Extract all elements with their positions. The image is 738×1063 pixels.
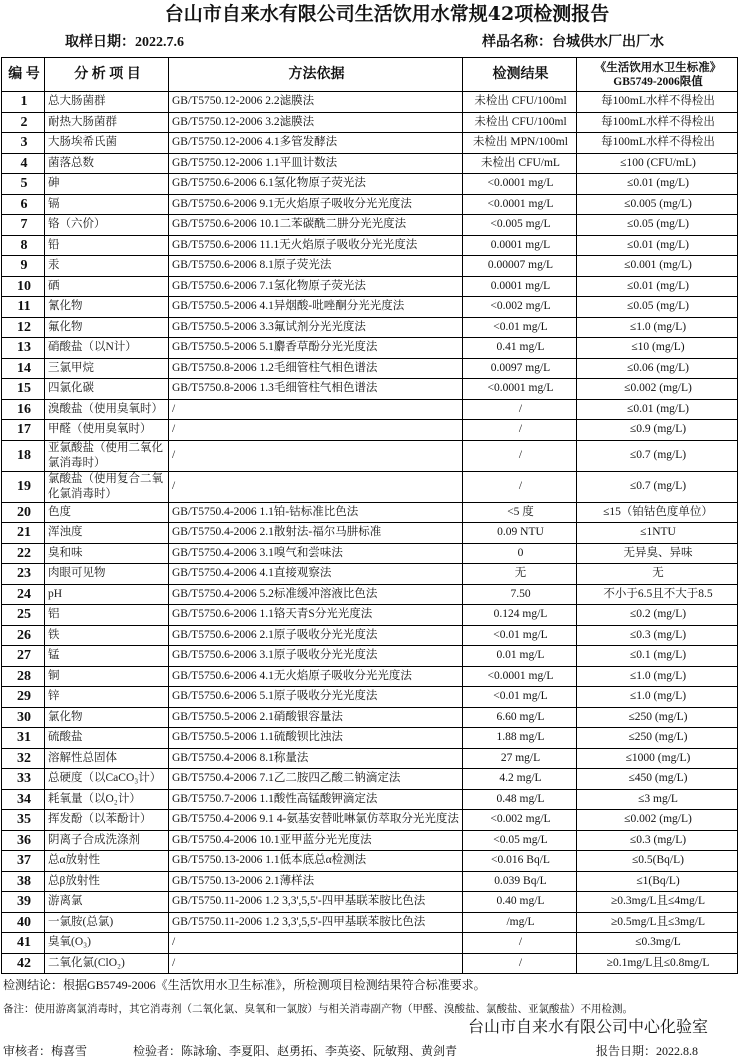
method-basis: /: [169, 399, 463, 420]
standard-limit: 无: [577, 564, 738, 585]
method-basis: GB/T5750.4-2006 4.1直接观察法: [169, 564, 463, 585]
method-basis: GB/T5750.8-2006 1.3毛细管柱气相色谱法: [169, 379, 463, 400]
method-basis: GB/T5750.6-2006 10.1二苯碳酰二肼分光光度法: [169, 215, 463, 236]
analysis-item: 锰: [45, 646, 169, 667]
analysis-item: 砷: [45, 174, 169, 195]
method-basis: GB/T5750.6-2006 3.1原子吸收分光光度法: [169, 646, 463, 667]
method-basis: GB/T5750.7-2006 1.1酸性高锰酸钾滴定法: [169, 789, 463, 810]
table-row: [2, 153, 738, 174]
row-number: 23: [2, 564, 45, 585]
row-number: 17: [2, 420, 45, 441]
method-basis: GB/T5750.5-2006 2.1硝酸银容量法: [169, 707, 463, 728]
analysis-item: 硒: [45, 276, 169, 297]
table-row: [2, 953, 738, 974]
standard-limit: ≤1NTU: [577, 523, 738, 544]
method-basis: /: [169, 420, 463, 441]
analysis-item: 臭和味: [45, 543, 169, 564]
sample-name: 样品名称：台城供水厂出厂水: [482, 35, 664, 50]
test-result: 27 mg/L: [463, 748, 577, 769]
analysis-item: 阴离子合成洗涤剂: [45, 830, 169, 851]
row-number: 42: [2, 953, 45, 974]
test-result: <5 度: [463, 502, 577, 523]
header-number: 编 号: [2, 58, 45, 92]
test-conclusion: 检测结论：根据GB5749-2006《生活饮用水卫生标准》，所检测项目检测结果符合标准要求。: [3, 978, 486, 992]
test-result: 0.0001 mg/L: [463, 235, 577, 256]
row-number: 39: [2, 892, 45, 913]
test-result: <0.0001 mg/L: [463, 174, 577, 195]
test-result: 0.124 mg/L: [463, 605, 577, 626]
table-row: [2, 851, 738, 872]
row-number: 20: [2, 502, 45, 523]
standard-limit: ≤1.0 (mg/L): [577, 687, 738, 708]
table-row: [2, 317, 738, 338]
standard-limit: ≥0.1mg/L且≤0.8mg/L: [577, 953, 738, 974]
table-row: [2, 399, 738, 420]
remark-note: 备注：使用游离氯消毒时，其它消毒剂（二氧化氯、臭氧和一氯胺）与相关消毒副产物（甲醛、溴酸盐、氯酸盐、亚氯酸盐）不用检测。: [3, 1004, 633, 1015]
method-basis: GB/T5750.4-2006 3.1嗅气和尝味法: [169, 543, 463, 564]
standard-limit: ≤100 (CFU/mL): [577, 153, 738, 174]
table-row: [2, 235, 738, 256]
table-row: [2, 707, 738, 728]
test-result: <0.0001 mg/L: [463, 666, 577, 687]
standard-limit: ≤0.2 (mg/L): [577, 605, 738, 626]
method-basis: GB/T5750.4-2006 10.1亚甲蓝分光光度法: [169, 830, 463, 851]
method-basis: GB/T5750.6-2006 1.1铬天青S分光光度法: [169, 605, 463, 626]
table-row: [2, 830, 738, 851]
method-basis: GB/T5750.5-2006 5.1麝香草酚分光光度法: [169, 338, 463, 359]
analysis-item: 肉眼可见物: [45, 564, 169, 585]
row-number: 32: [2, 748, 45, 769]
standard-limit: ≤15（铂钴色度单位）: [577, 502, 738, 523]
row-number: 25: [2, 605, 45, 626]
analysis-item: 硫酸盐: [45, 728, 169, 749]
method-basis: GB/T5750.6-2006 11.1无火焰原子吸收分光光度法: [169, 235, 463, 256]
header-standard-name: 《生活饮用水卫生标准》: [594, 61, 722, 74]
analysis-item: 氯酸盐（使用复合二氧化氯消毒时）: [45, 471, 169, 502]
analysis-item: 三氯甲烷: [45, 358, 169, 379]
row-number: 33: [2, 769, 45, 790]
row-number: 41: [2, 933, 45, 954]
table-row: [2, 471, 738, 502]
row-number: 10: [2, 276, 45, 297]
method-basis: GB/T5750.4-2006 8.1称量法: [169, 748, 463, 769]
standard-limit: ≤450 (mg/L): [577, 769, 738, 790]
table-header-row: [2, 58, 738, 92]
standard-limit: ≤0.06 (mg/L): [577, 358, 738, 379]
analysis-item: 二氧化氯(ClO₂): [45, 953, 169, 974]
analysis-item: 汞: [45, 256, 169, 277]
table-row: [2, 92, 738, 113]
table-row: [2, 584, 738, 605]
row-number: 22: [2, 543, 45, 564]
standard-limit: ≤0.7 (mg/L): [577, 440, 738, 471]
row-number: 3: [2, 133, 45, 154]
method-basis: GB/T5750.5-2006 4.1异烟酸-吡唑酮分光光度法: [169, 297, 463, 318]
method-basis: /: [169, 440, 463, 471]
test-result: /: [463, 953, 577, 974]
analysis-item: 铝: [45, 605, 169, 626]
table-row: [2, 543, 738, 564]
table-row: [2, 666, 738, 687]
header-analysis-item: 分 析 项 目: [45, 58, 169, 92]
standard-limit: ≤0.01 (mg/L): [577, 399, 738, 420]
row-number: 1: [2, 92, 45, 113]
method-basis: GB/T5750.13-2006 2.1薄样法: [169, 871, 463, 892]
table-row: [2, 871, 738, 892]
standard-limit: ≤0.01 (mg/L): [577, 174, 738, 195]
table-row: [2, 687, 738, 708]
test-result: /: [463, 471, 577, 502]
analysis-item: 总硬度（以CaCO₃计）: [45, 769, 169, 790]
test-result: /mg/L: [463, 912, 577, 933]
header-method: 方法依据: [169, 58, 463, 92]
table-row: [2, 625, 738, 646]
analysis-item: 氟化物: [45, 317, 169, 338]
analysis-item: 菌落总数: [45, 153, 169, 174]
table-row: [2, 174, 738, 195]
method-basis: GB/T5750.6-2006 2.1原子吸收分光光度法: [169, 625, 463, 646]
standard-limit: ≤3 mg/L: [577, 789, 738, 810]
analysis-item: 铬（六价）: [45, 215, 169, 236]
header-standard-code: GB5749-2006限值: [613, 75, 703, 88]
analysis-item: 锌: [45, 687, 169, 708]
standard-limit: ≥0.5mg/L且≤3mg/L: [577, 912, 738, 933]
reviewer: 审核者：梅喜雪: [3, 1044, 88, 1058]
row-number: 13: [2, 338, 45, 359]
method-basis: /: [169, 953, 463, 974]
analysis-item: 耐热大肠菌群: [45, 112, 169, 133]
test-result: /: [463, 399, 577, 420]
analysis-item: 氰化物: [45, 297, 169, 318]
method-basis: GB/T5750.12-2006 1.1平皿计数法: [169, 153, 463, 174]
method-basis: GB/T5750.4-2006 7.1乙二胺四乙酸二钠滴定法: [169, 769, 463, 790]
lab-name: 台山市自来水有限公司中心化验室: [468, 1019, 709, 1036]
analysis-item: 铜: [45, 666, 169, 687]
analysis-item: 甲醛（使用臭氧时）: [45, 420, 169, 441]
standard-limit: ≤0.3 (mg/L): [577, 625, 738, 646]
test-result: /: [463, 933, 577, 954]
table-row: [2, 420, 738, 441]
table-row: [2, 564, 738, 585]
row-number: 15: [2, 379, 45, 400]
method-basis: GB/T5750.12-2006 3.2滤膜法: [169, 112, 463, 133]
table-row: [2, 789, 738, 810]
test-result: /: [463, 440, 577, 471]
table-row: [2, 933, 738, 954]
report-date: 报告日期：2022.8.8: [596, 1044, 699, 1058]
standard-limit: ≥0.3mg/L且≤4mg/L: [577, 892, 738, 913]
standard-limit: ≤0.05 (mg/L): [577, 297, 738, 318]
row-number: 38: [2, 871, 45, 892]
method-basis: GB/T5750.11-2006 1.2 3,3',5,5'-四甲基联苯胺比色法: [169, 892, 463, 913]
row-number: 26: [2, 625, 45, 646]
standard-limit: ≤1000 (mg/L): [577, 748, 738, 769]
method-basis: GB/T5750.6-2006 7.1氢化物原子荧光法: [169, 276, 463, 297]
row-number: 29: [2, 687, 45, 708]
test-result: <0.05 mg/L: [463, 830, 577, 851]
method-basis: /: [169, 471, 463, 502]
standard-limit: ≤0.5(Bq/L): [577, 851, 738, 872]
test-result: 0.00007 mg/L: [463, 256, 577, 277]
row-number: 19: [2, 471, 45, 502]
analysis-item: 亚氯酸盐（使用二氧化氯消毒时）: [45, 440, 169, 471]
method-basis: /: [169, 933, 463, 954]
test-result: 0.0097 mg/L: [463, 358, 577, 379]
analysis-item: 四氯化碳: [45, 379, 169, 400]
test-result: 未检出 MPN/100ml: [463, 133, 577, 154]
analysis-item: 铁: [45, 625, 169, 646]
table-row: [2, 523, 738, 544]
table-row: [2, 338, 738, 359]
test-result: <0.01 mg/L: [463, 687, 577, 708]
test-result: 0.01 mg/L: [463, 646, 577, 667]
standard-limit: 每100mL水样不得检出: [577, 92, 738, 113]
standard-limit: ≤0.005 (mg/L): [577, 194, 738, 215]
method-basis: GB/T5750.6-2006 4.1无火焰原子吸收分光光度法: [169, 666, 463, 687]
test-result: <0.005 mg/L: [463, 215, 577, 236]
report-title: 台山市自来水有限公司生活饮用水常规42项检测报告: [164, 3, 610, 25]
analysis-item: 总α放射性: [45, 851, 169, 872]
method-basis: GB/T5750.6-2006 5.1原子吸收分光光度法: [169, 687, 463, 708]
table-row: [2, 646, 738, 667]
analysis-item: 溴酸盐（使用臭氧时）: [45, 399, 169, 420]
analysis-item: 大肠埃希氏菌: [45, 133, 169, 154]
row-number: 6: [2, 194, 45, 215]
analysis-item: 浑浊度: [45, 523, 169, 544]
analysis-item: 溶解性总固体: [45, 748, 169, 769]
standard-limit: ≤0.1 (mg/L): [577, 646, 738, 667]
standard-limit: ≤1.0 (mg/L): [577, 317, 738, 338]
test-result: <0.0001 mg/L: [463, 194, 577, 215]
sampling-date: 取样日期：2022.7.6: [65, 35, 184, 50]
analysis-item: 镉: [45, 194, 169, 215]
test-result: /: [463, 420, 577, 441]
test-result: 0.039 Bq/L: [463, 871, 577, 892]
row-number: 40: [2, 912, 45, 933]
standard-limit: ≤0.05 (mg/L): [577, 215, 738, 236]
method-basis: GB/T5750.5-2006 1.1硫酸钡比浊法: [169, 728, 463, 749]
test-result: 无: [463, 564, 577, 585]
analysis-item: 总β放射性: [45, 871, 169, 892]
standard-limit: ≤0.002 (mg/L): [577, 810, 738, 831]
row-number: 12: [2, 317, 45, 338]
table-row: [2, 728, 738, 749]
table-row: [2, 810, 738, 831]
method-basis: GB/T5750.6-2006 9.1无火焰原子吸收分光光度法: [169, 194, 463, 215]
row-number: 35: [2, 810, 45, 831]
test-result: 6.60 mg/L: [463, 707, 577, 728]
method-basis: GB/T5750.4-2006 9.1 4-氨基安替吡啉氯仿萃取分光光度法: [169, 810, 463, 831]
header-standard-limit: [577, 58, 738, 92]
standard-limit: ≤0.3 (mg/L): [577, 830, 738, 851]
method-basis: GB/T5750.8-2006 1.2毛细管柱气相色谱法: [169, 358, 463, 379]
test-result: <0.01 mg/L: [463, 625, 577, 646]
table-row: [2, 892, 738, 913]
test-result: 0.48 mg/L: [463, 789, 577, 810]
row-number: 24: [2, 584, 45, 605]
row-number: 30: [2, 707, 45, 728]
row-number: 7: [2, 215, 45, 236]
table-row: [2, 256, 738, 277]
test-result: 0.09 NTU: [463, 523, 577, 544]
row-number: 36: [2, 830, 45, 851]
method-basis: GB/T5750.13-2006 1.1低本底总α检测法: [169, 851, 463, 872]
standard-limit: ≤0.9 (mg/L): [577, 420, 738, 441]
test-result: 7.50: [463, 584, 577, 605]
table-row: [2, 215, 738, 236]
test-result: <0.0001 mg/L: [463, 379, 577, 400]
method-basis: GB/T5750.6-2006 6.1氢化物原子荧光法: [169, 174, 463, 195]
method-basis: GB/T5750.12-2006 2.2滤膜法: [169, 92, 463, 113]
table-row: [2, 748, 738, 769]
standard-limit: ≤0.01 (mg/L): [577, 235, 738, 256]
analysis-item: 游离氯: [45, 892, 169, 913]
table-row: [2, 379, 738, 400]
analysis-item: 一氯胺(总氯): [45, 912, 169, 933]
row-number: 18: [2, 440, 45, 471]
method-basis: GB/T5750.6-2006 8.1原子荧光法: [169, 256, 463, 277]
test-result: 0.0001 mg/L: [463, 276, 577, 297]
table-row: [2, 358, 738, 379]
results-table: [1, 57, 738, 974]
test-result: 未检出 CFU/mL: [463, 153, 577, 174]
row-number: 5: [2, 174, 45, 195]
test-result: 4.2 mg/L: [463, 769, 577, 790]
row-number: 9: [2, 256, 45, 277]
test-result: 1.88 mg/L: [463, 728, 577, 749]
row-number: 14: [2, 358, 45, 379]
standard-limit: 无异臭、异味: [577, 543, 738, 564]
standard-limit: ≤0.3mg/L: [577, 933, 738, 954]
analysis-item: 色度: [45, 502, 169, 523]
analysis-item: 耗氧量（以O₂计）: [45, 789, 169, 810]
standard-limit: 每100mL水样不得检出: [577, 112, 738, 133]
method-basis: GB/T5750.5-2006 3.3氟试剂分光光度法: [169, 317, 463, 338]
analysis-item: 氯化物: [45, 707, 169, 728]
row-number: 4: [2, 153, 45, 174]
test-result: <0.01 mg/L: [463, 317, 577, 338]
table-row: [2, 297, 738, 318]
table-row: [2, 276, 738, 297]
row-number: 34: [2, 789, 45, 810]
test-result: 未检出 CFU/100ml: [463, 92, 577, 113]
analysis-item: pH: [45, 584, 169, 605]
method-basis: GB/T5750.12-2006 4.1多管发酵法: [169, 133, 463, 154]
test-result: 0.41 mg/L: [463, 338, 577, 359]
analysis-item: 挥发酚（以苯酚计）: [45, 810, 169, 831]
row-number: 27: [2, 646, 45, 667]
table-row: [2, 133, 738, 154]
row-number: 21: [2, 523, 45, 544]
test-result: 未检出 CFU/100ml: [463, 112, 577, 133]
method-basis: GB/T5750.11-2006 1.2 3,3',5,5'-四甲基联苯胺比色法: [169, 912, 463, 933]
row-number: 11: [2, 297, 45, 318]
row-number: 28: [2, 666, 45, 687]
method-basis: GB/T5750.4-2006 2.1散射法-福尔马肼标准: [169, 523, 463, 544]
standard-limit: ≤1(Bq/L): [577, 871, 738, 892]
standard-limit: 不小于6.5且不大于8.5: [577, 584, 738, 605]
standard-limit: ≤0.001 (mg/L): [577, 256, 738, 277]
standard-limit: 每100mL水样不得检出: [577, 133, 738, 154]
test-result: 0: [463, 543, 577, 564]
table-row: [2, 769, 738, 790]
test-result: <0.016 Bq/L: [463, 851, 577, 872]
analysis-item: 铅: [45, 235, 169, 256]
test-result: 0.40 mg/L: [463, 892, 577, 913]
standard-limit: ≤250 (mg/L): [577, 707, 738, 728]
row-number: 8: [2, 235, 45, 256]
table-row: [2, 194, 738, 215]
row-number: 16: [2, 399, 45, 420]
row-number: 37: [2, 851, 45, 872]
table-row: [2, 112, 738, 133]
standard-limit: ≤0.01 (mg/L): [577, 276, 738, 297]
standard-limit: ≤10 (mg/L): [577, 338, 738, 359]
header-result: 检测结果: [463, 58, 577, 92]
method-basis: GB/T5750.4-2006 5.2标准缓冲溶液比色法: [169, 584, 463, 605]
standard-limit: ≤1.0 (mg/L): [577, 666, 738, 687]
analysis-item: 总大肠菌群: [45, 92, 169, 113]
table-row: [2, 912, 738, 933]
table-row: [2, 440, 738, 471]
analysis-item: 硝酸盐（以N计）: [45, 338, 169, 359]
table-row: [2, 605, 738, 626]
method-basis: GB/T5750.4-2006 1.1铂-钴标准比色法: [169, 502, 463, 523]
standard-limit: ≤0.002 (mg/L): [577, 379, 738, 400]
standard-limit: ≤250 (mg/L): [577, 728, 738, 749]
test-result: <0.002 mg/L: [463, 297, 577, 318]
standard-limit: ≤0.7 (mg/L): [577, 471, 738, 502]
analysis-item: 臭氧(O₃): [45, 933, 169, 954]
row-number: 31: [2, 728, 45, 749]
inspectors: 检验者：陈詠瑜、李夏阳、赵勇拓、李英姿、阮敏翔、黄剑青: [133, 1044, 458, 1058]
table-row: [2, 502, 738, 523]
test-result: <0.002 mg/L: [463, 810, 577, 831]
row-number: 2: [2, 112, 45, 133]
